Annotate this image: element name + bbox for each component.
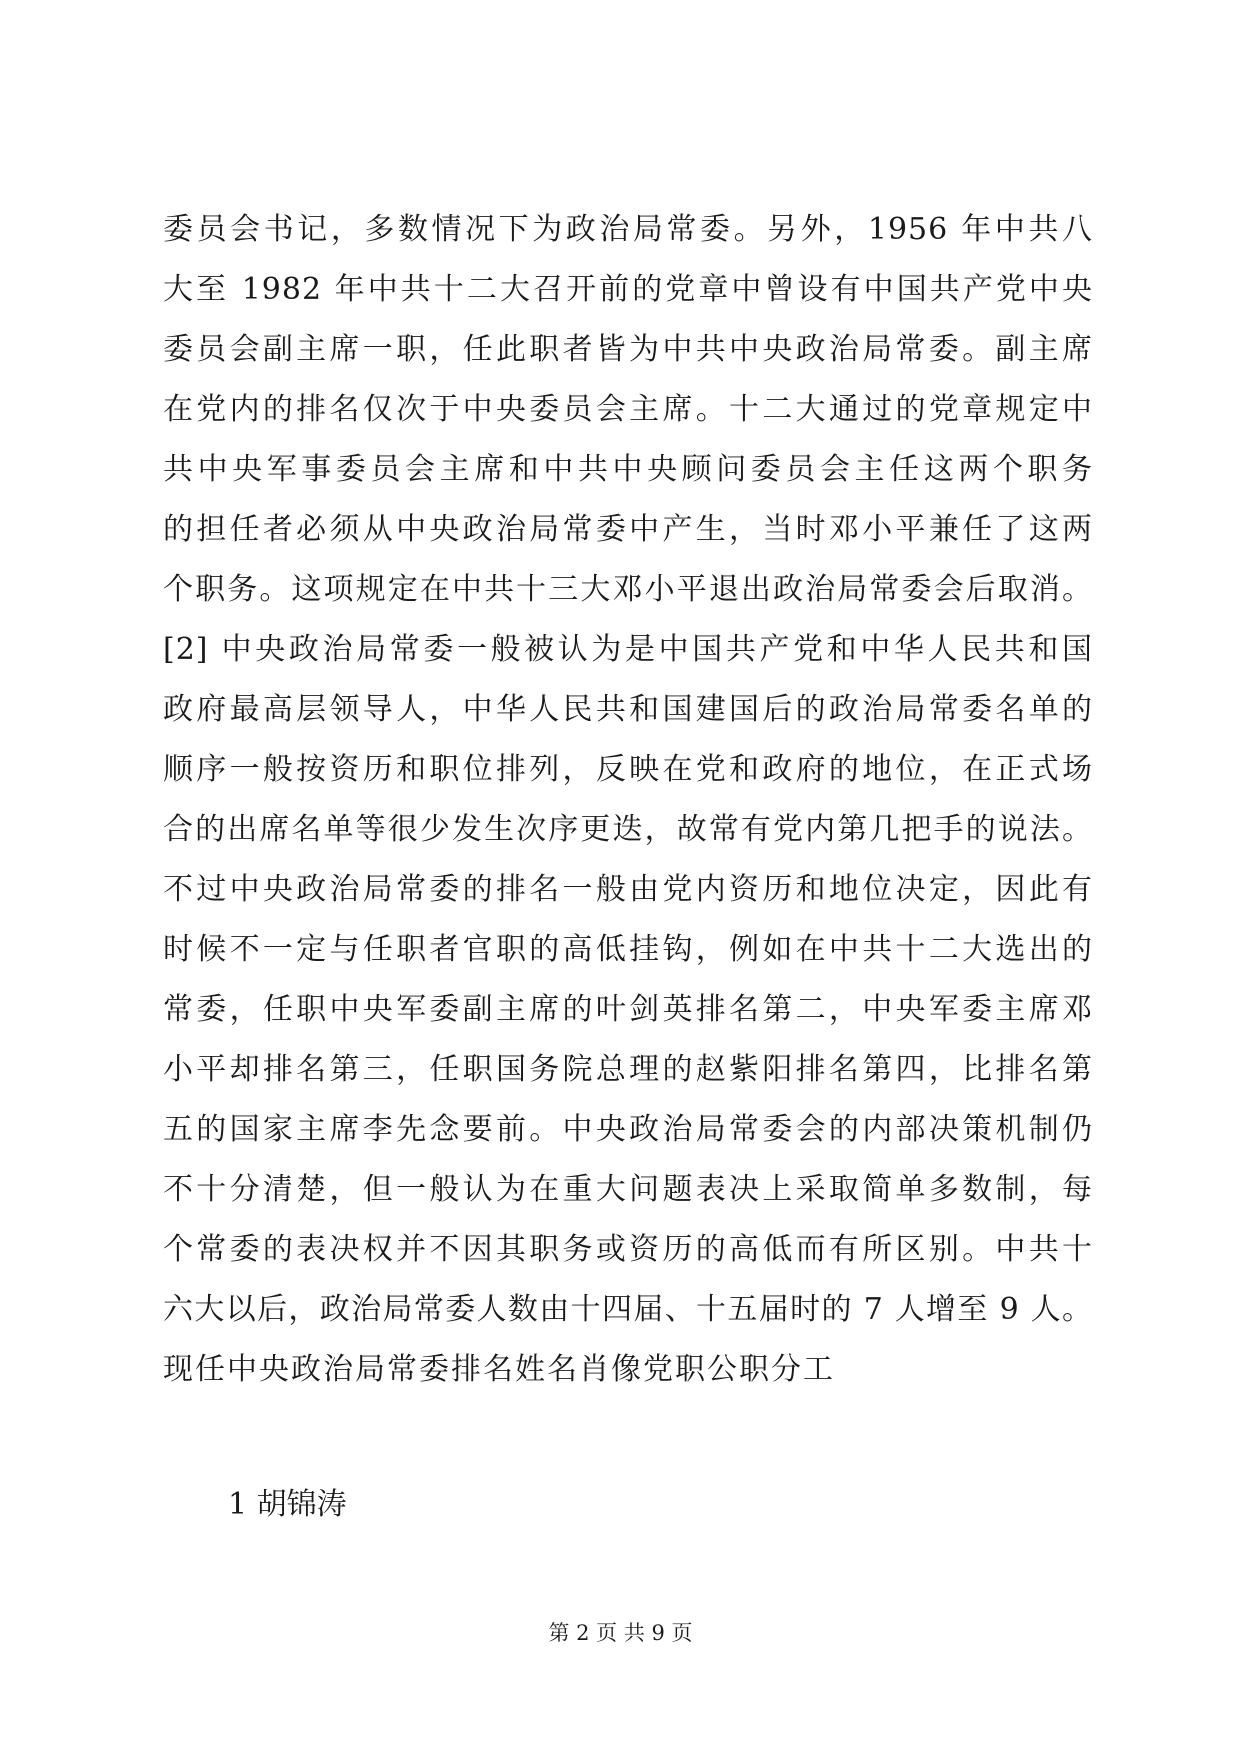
text-line: 委员会书记，多数情况下为政治局常委。另外，1956 年中共八 [163,212,1093,247]
text-line: 小平却排名第三，任职国务院总理的赵紫阳排名第四，比排名第 [163,1052,1093,1087]
text-line: 不十分清楚，但一般认为在重大问题表决上采取简单多数制，每 [163,1172,1093,1207]
page-footer: 第 2 页 共 9 页 [548,1621,693,1645]
text-line: 个职务。这项规定在中共十三大邓小平退出政治局常委会后取消。 [163,572,1093,607]
text-line: 现任中央政治局常委排名姓名肖像党职公职分工 [163,1352,835,1387]
text-line: 不过中央政治局常委的排名一般由党内资历和地位决定，因此有 [163,872,1093,907]
text-line: 共中央军事委员会主席和中共中央顾问委员会主任这两个职务 [163,452,1093,487]
body-text [163,200,1093,1400]
text-line: 在党内的排名仅次于中央委员会主席。十二大通过的党章规定中 [163,392,1093,427]
text-line: 政府最高层领导人，中华人民共和国建国后的政治局常委名单的 [163,692,1093,727]
text-line: 时候不一定与任职者官职的高低挂钩，例如在中共十二大选出的 [163,932,1093,967]
text-line: 个常委的表决权并不因其职务或资历的高低而有所区别。中共十 [163,1232,1093,1267]
text-line: 委员会副主席一职，任此职者皆为中共中央政治局常委。副主席 [163,332,1093,367]
text-line: 常委，任职中央军委副主席的叶剑英排名第二，中央军委主席邓 [163,992,1093,1027]
text-line: 的担任者必须从中央政治局常委中产生，当时邓小平兼任了这两 [163,512,1093,547]
text-line: [2] 中央政治局常委一般被认为是中国共产党和中华人民共和国 [163,632,1093,667]
list-item: 1 胡锦涛 [228,1487,347,1522]
text-line: 六大以后，政治局常委人数由十四届、十五届时的 7 人增至 9 人。 [163,1292,1093,1327]
text-line: 五的国家主席李先念要前。中央政治局常委会的内部决策机制仍 [163,1112,1093,1147]
text-line: 顺序一般按资历和职位排列，反映在党和政府的地位，在正式场 [163,752,1093,787]
text-line: 大至 1982 年中共十二大召开前的党章中曾设有中国共产党中央 [163,272,1093,307]
text-line: 合的出席名单等很少发生次序更迭，故常有党内第几把手的说法。 [163,812,1093,847]
